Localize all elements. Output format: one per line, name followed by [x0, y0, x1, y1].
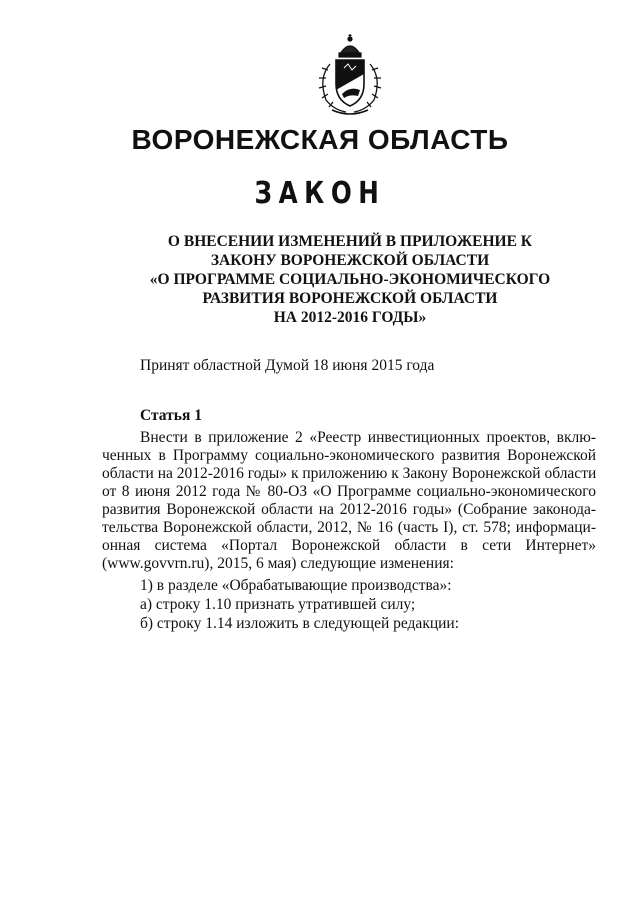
list-item: 1) в разделе «Обрабатывающие производства»:	[140, 577, 452, 594]
article-heading: Статья 1	[140, 407, 202, 424]
paragraph-line: онная система «Портал Воронежской области в сети Интернет»	[102, 537, 596, 554]
amendment-list	[140, 576, 459, 633]
law-title	[60, 232, 640, 327]
paragraph-line: тельства Воронежской области, 2012, № 16 (часть I), ст. 578; информаци-	[102, 519, 596, 536]
paragraph-line: области на 2012-2016 годы» к приложению к Закону Воронежской области	[102, 465, 597, 482]
paragraph-line: развития Воронежской области на 2012-2016 годы» (Собрание законода-	[102, 501, 596, 518]
paragraph-line: ченных в Программу социально-экономического развития Воронежской	[102, 447, 596, 464]
list-item: б) строку 1.14 изложить в следующей редакции:	[140, 615, 460, 632]
list-item: а) строку 1.10 признать утратившей силу;	[140, 596, 416, 613]
title-line: О ВНЕСЕНИИ ИЗМЕНЕНИЙ В ПРИЛОЖЕНИЕ К	[167, 233, 533, 250]
title-line: ЗАКОНУ ВОРОНЕЖСКОЙ ОБЛАСТИ	[210, 252, 490, 269]
document-type-heading: ЗАКОН	[254, 176, 386, 211]
paragraph-line: от 8 июня 2012 года № 80-ОЗ «О Программе социально-экономического	[102, 483, 596, 500]
region-heading: ВОРОНЕЖСКАЯ ОБЛАСТЬ	[131, 124, 509, 155]
title-line: РАЗВИТИЯ ВОРОНЕЖСКОЙ ОБЛАСТИ	[202, 290, 498, 307]
adoption-date: Принят областной Думой 18 июня 2015 года	[140, 357, 435, 374]
paragraph-line: Внести в приложение 2 «Реестр инвестиционных проектов, вклю-	[140, 429, 596, 446]
coat-of-arms-icon	[304, 34, 396, 118]
title-line: НА 2012-2016 ГОДЫ»	[273, 309, 427, 326]
article-body	[102, 429, 596, 573]
paragraph-line: (www.govvrn.ru), 2015, 6 мая) следующие изменения:	[102, 555, 454, 572]
title-line: «О ПРОГРАММЕ СОЦИАЛЬНО-ЭКОНОМИЧЕСКОГО	[149, 271, 551, 288]
crown-icon	[339, 34, 361, 57]
shield-icon	[336, 60, 364, 106]
